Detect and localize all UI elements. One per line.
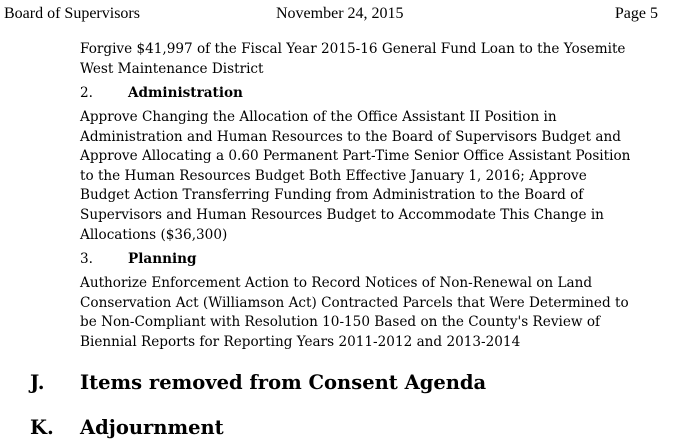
item-1-text xyxy=(80,40,670,79)
text-line: Administration and Human Resources to the Board of Supervisors Budget and xyxy=(80,128,621,145)
section-letter: K. xyxy=(30,416,54,439)
item-title: Planning xyxy=(128,251,197,267)
text-line: Conservation Act (Williamson Act) Contracted Parcels that Were Determined to xyxy=(80,294,629,311)
section-title: Items removed from Consent Agenda xyxy=(80,371,487,394)
text-line: West Maintenance District xyxy=(80,60,264,77)
text-line: Forgive $41,997 of the Fiscal Year 2015-16 General Fund Loan to the Yosemite xyxy=(80,41,626,57)
item-number: 2. xyxy=(80,85,93,101)
text-line: Biennial Reports for Reporting Years 2011-2012 and 2013-2014 xyxy=(80,333,521,350)
item-3-text xyxy=(80,274,670,352)
section-title: Adjournment xyxy=(80,416,224,439)
item-title: Administration xyxy=(128,85,243,101)
text-line: to the Human Resources Budget Both Effective January 1, 2016; Approve xyxy=(80,167,587,184)
header-page-number: Page 5 xyxy=(614,5,658,22)
item-number: 3. xyxy=(80,251,93,267)
header-date: November 24, 2015 xyxy=(276,5,404,22)
page-header xyxy=(4,4,658,24)
text-line: Approve Changing the Allocation of the Office Assistant II Position in xyxy=(80,109,557,125)
text-line: be Non-Compliant with Resolution 10-150 Based on the County's Review of xyxy=(80,314,601,331)
section-letter: J. xyxy=(30,371,45,394)
text-line: Supervisors and Human Resources Budget to Accommodate This Change in xyxy=(80,206,604,223)
text-line: Approve Allocating a 0.60 Permanent Part-Time Senior Office Assistant Position xyxy=(80,148,631,165)
item-2-text xyxy=(80,108,670,245)
text-line: Budget Action Transferring Funding from Administration to the Board of xyxy=(80,187,584,204)
header-body-name: Board of Supervisors xyxy=(4,5,140,22)
text-line: Allocations ($36,300) xyxy=(80,226,228,243)
text-line: Authorize Enforcement Action to Record Notices of Non-Renewal on Land xyxy=(80,275,593,291)
